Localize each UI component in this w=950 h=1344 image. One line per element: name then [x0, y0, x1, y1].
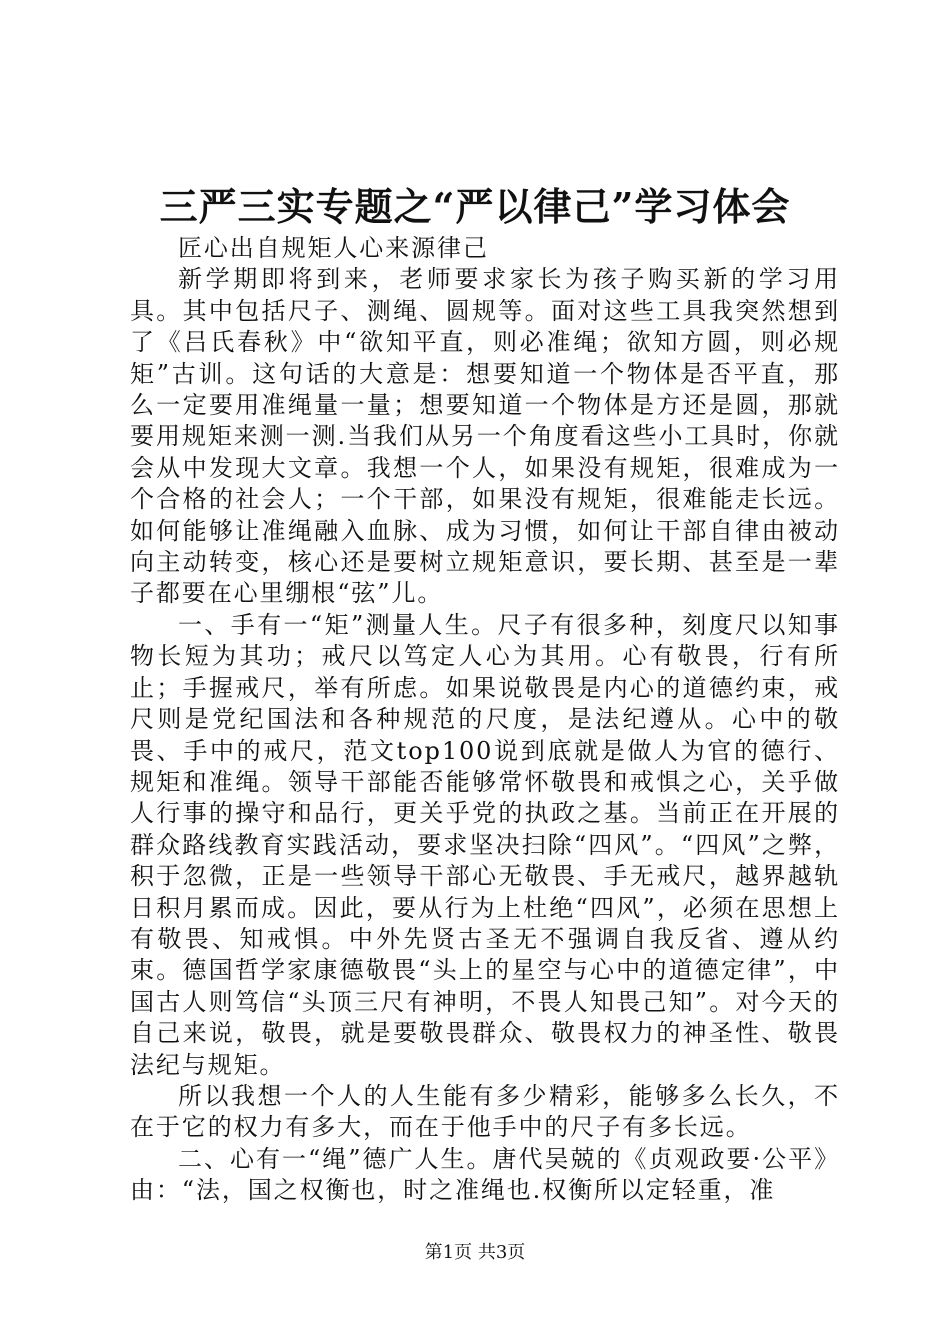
paragraph: 二、心有一“绳”德广人生。唐代吴兢的《贞观政要·公平》由：“法，国之权衡也，时之准绳也.权衡所以定轻重，准	[130, 1144, 840, 1205]
document-body	[130, 233, 840, 1207]
paragraph: 一、手有一“矩”测量人生。尺子有很多种，刻度尺以知事物长短为其功；戒尺以笃定人心为其用。心有敬畏，行有所止；手握戒尺，举有所虑。如果说敬畏是内心的道德约束，戒尺则是党纪国法和各种规范的尺度，是法纪遵从。心中的敬畏、手中的戒尺，范文top100说到底就是做人为官的德行、规矩和准绳。领导干部能否能够常怀敬畏和戒惧之心，关乎做人行事的操守和品行，更关乎党的执政之基。当前正在开展的群众路线教育实践活动，要求坚决扫除“四风”。“四风”之弊，积于忽微，正是一些领导干部心无敬畏、手无戒尺，越界越轨日积月累而成。因此，要从行为上杜绝“四风”，必须在思想上有敬畏、知戒惧。中外先贤古圣无不强调自我反省、遵从约束。德国哲学家康德敬畏“头上的星空与心中的道德定律”，中国古人则笃信“头顶三尺有神明，不畏人知畏己知”。对今天的自己来说，敬畏，就是要敬畏群众、敬畏权力的神圣性、敬畏法纪与规矩。	[130, 610, 840, 1079]
paragraph: 新学期即将到来，老师要求家长为孩子购买新的学习用具。其中包括尺子、测绳、圆规等。面对这些工具我突然想到了《吕氏春秋》中“欲知平直，则必准绳；欲知方圆，则必规矩”古训。这句话的大意是：想要知道一个物体是否平直，那么一定要用准绳量一量；想要知道一个物体是方还是圆，那就要用规矩来测一测.当我们从另一个角度看这些小工具时，你就会从中发现大文章。我想一个人，如果没有规矩，很难成为一个合格的社会人；一个干部，如果没有规矩，很难能走长远。如何能够让准绳融入血脉、成为习惯，如何让干部自律由被动向主动转变，核心还是要树立规矩意识，要长期、甚至是一辈子都要在心里绷根“弦”儿。	[130, 265, 840, 608]
page-number-footer: 第1页 共3页	[424, 1242, 526, 1263]
document-title: 三严三实专题之“严以律己”学习体会	[159, 184, 791, 229]
paragraph: 所以我想一个人的人生能有多少精彩，能够多么长久，不在于它的权力有多大，而在于他手中的尺子有多长远。	[130, 1081, 840, 1142]
paragraph-subtitle: 匠心出自规矩人心来源律己	[178, 234, 489, 262]
